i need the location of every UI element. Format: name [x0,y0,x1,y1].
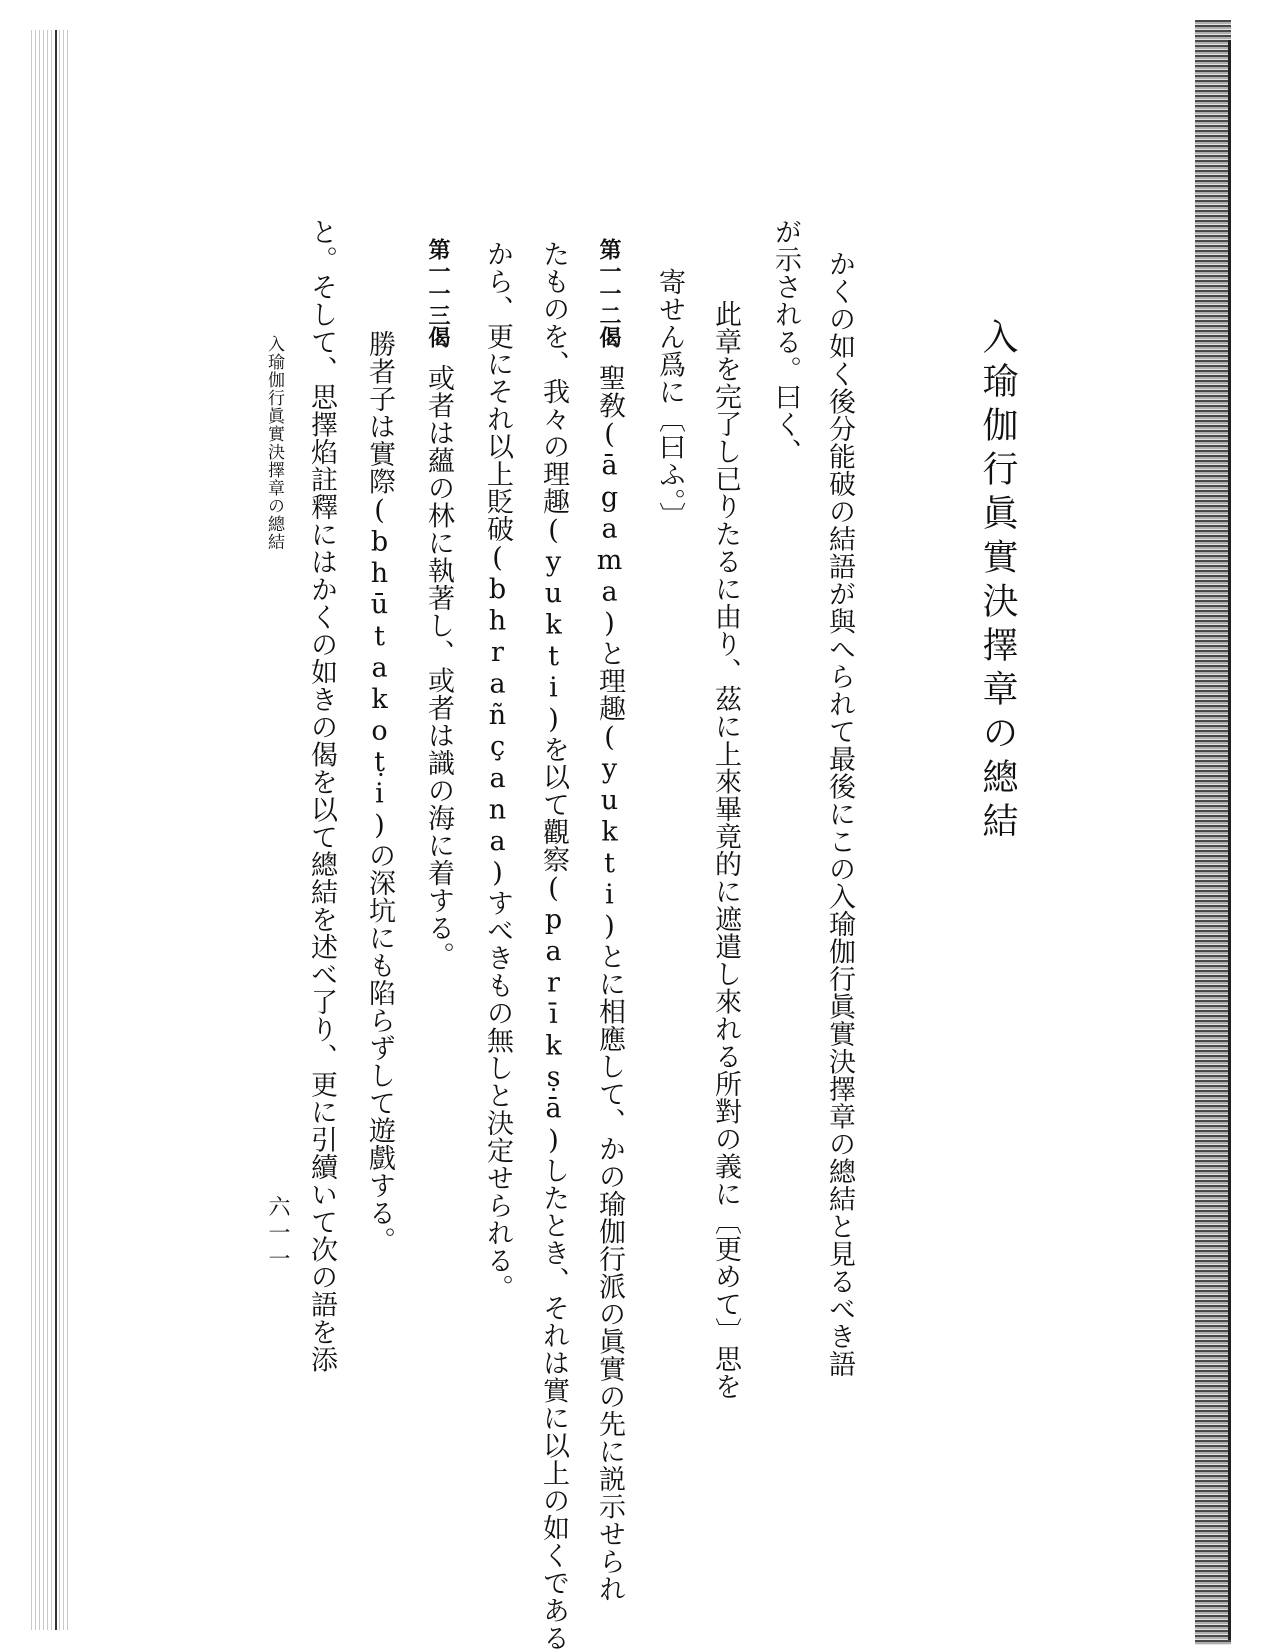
left-binding-line [55,30,57,1630]
verse-113-column [425,238,452,969]
text-column-10: と。そして、思擇焰註釋にはかくの如きの偈を以て總結を述べ了り、更に引續いて次の語を添 [306,218,337,1373]
verse-112-label: 第一一二偈 [596,238,622,348]
chapter-title: 入瑜伽行眞實決擇章の總結 [977,318,1018,846]
text-column-6: たものを、我々の理趣(yukti)を以て觀察(parīkṣā)したとき、それは實に以上の如くである [538,240,569,1652]
running-title: 入瑜伽行眞實決擇章の總結 [264,335,284,551]
text-column-9: 勝者子は實際(bhūtakoṭi)の深坑にも陷らずして遊戲する。 [364,330,395,1254]
right-binding-line [1228,40,1231,1640]
text-column-7: から、更にそれ以上貶破(bhrañçana)すべきもの無しと決定せられる。 [482,240,513,1302]
right-binding-edge [1195,20,1231,1645]
left-binding-edge [28,30,68,1630]
text-column-1: かくの如く後分能破の結語が與へられて最後にこの入瑜伽行眞實決擇章の總結と見るべき語 [824,250,855,1378]
page-number: 六一一 [265,1195,290,1273]
verse-113-text: 或者は蘊の林に執著し、或者は識の海に着する。 [423,364,454,969]
verse-112-text: 聖敎(āgama)と理趣(yukti)とに相應して、かの瑜伽行派の眞實の先に説示せられ [594,364,625,1603]
verse-112-column [596,238,623,1603]
verse-113-label: 第一一三偈 [425,238,451,348]
text-column-4: 寄せん爲に〔曰ふ。〕 [654,268,685,530]
text-column-3: 此章を完了し已りたるに由り、茲に上來畢竟的に遮遣し來れる所對の義に〔更めて〕思を [710,300,741,1400]
text-column-2: が示される。曰く、 [770,218,801,466]
